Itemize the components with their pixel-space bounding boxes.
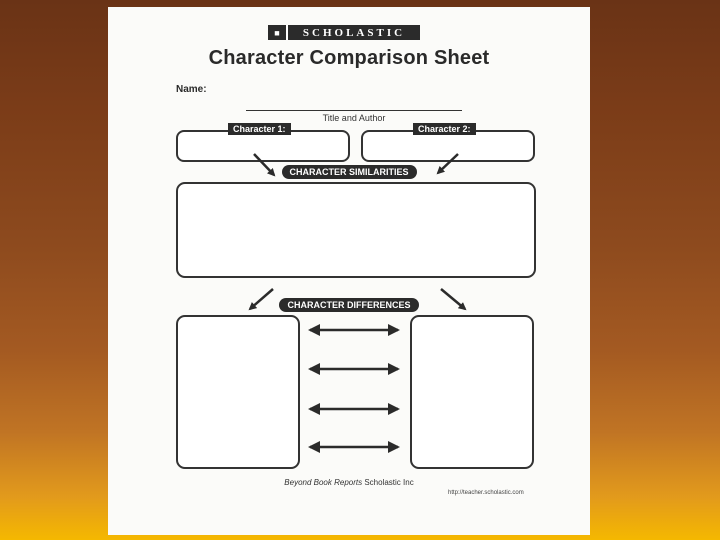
double-arrow-icon [308, 324, 400, 336]
character-1-label: Character 1: [228, 123, 291, 135]
footer-publisher: Scholastic Inc [364, 478, 414, 487]
character-2-label: Character 2: [413, 123, 476, 135]
footer-series: Beyond Book Reports [284, 478, 363, 487]
open-book-icon: ■ [268, 25, 288, 40]
similarities-label: CHARACTER SIMILARITIES [282, 165, 417, 179]
double-arrow-icon [308, 441, 400, 453]
footer-url: http://teacher.scholastic.com [448, 490, 524, 496]
page-title: Character Comparison Sheet [208, 47, 490, 69]
double-arrow-icon [308, 403, 400, 415]
title-author-label: Title and Author [322, 113, 386, 123]
double-arrow-icon [308, 363, 400, 375]
footer [108, 478, 590, 487]
differences-label: CHARACTER DIFFERENCES [279, 298, 418, 312]
arrow-down-left-icon [438, 154, 458, 173]
arrow-down-left-icon [250, 289, 273, 309]
brand-name: SCHOLASTIC [302, 26, 406, 39]
arrows-layer [108, 7, 590, 535]
worksheet-page [108, 7, 590, 535]
arrow-down-right-icon [254, 154, 274, 175]
name-label: Name: [176, 84, 207, 95]
arrow-down-right-icon [441, 289, 465, 309]
